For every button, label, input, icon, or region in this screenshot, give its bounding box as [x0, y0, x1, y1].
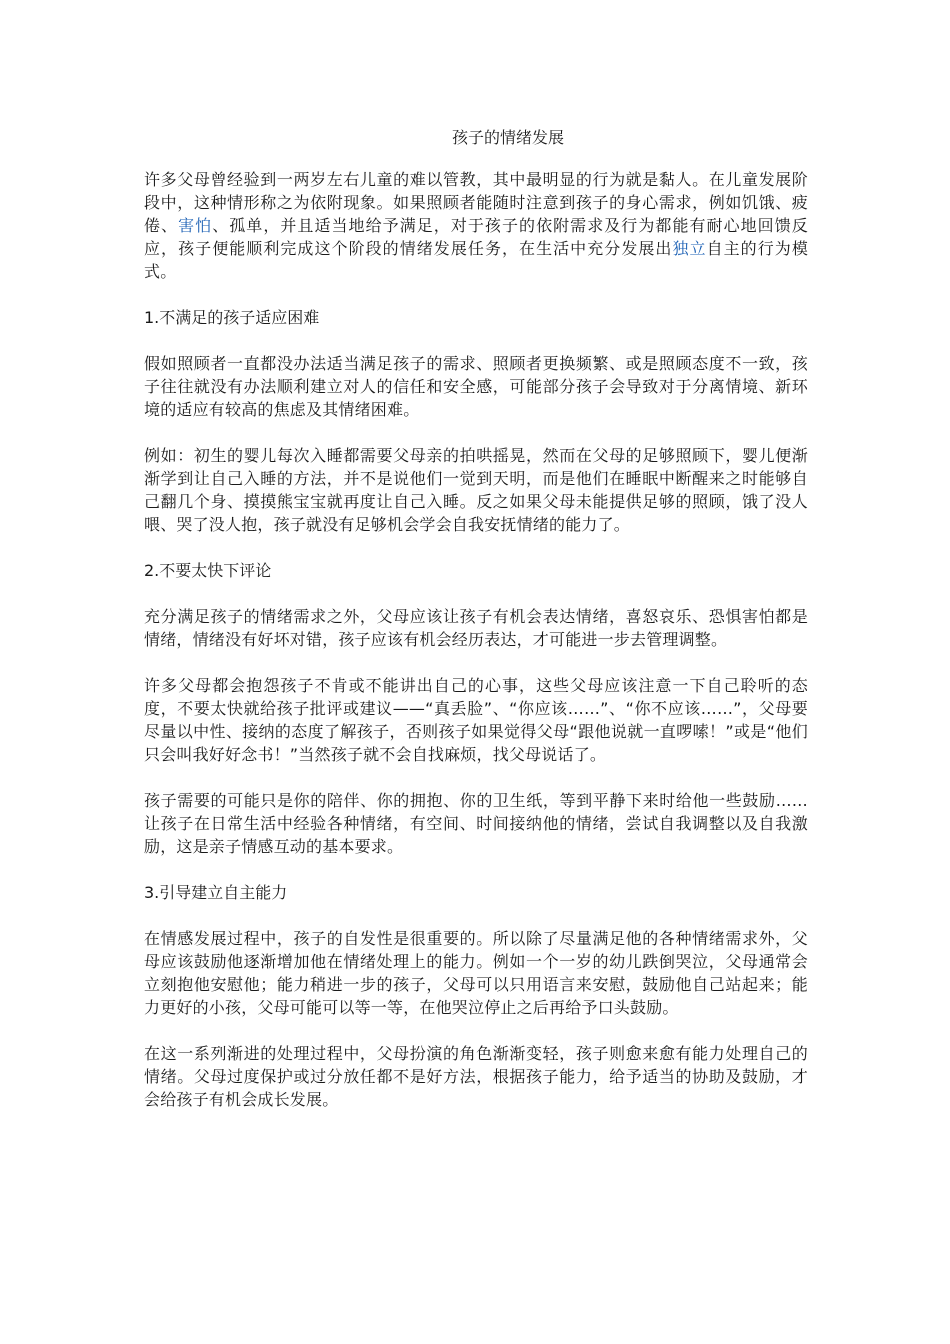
section-2-paragraph-2: 许多父母都会抱怨孩子不肯或不能讲出自己的心事，这些父母应该注意一下自己聆听的态度，不要太快就给孩子批评或建议——“真丢脸”、“你应该……”、“你不应该……”，父母要尽量以中性、接纳的态度了解孩子，否则孩子如果觉得父母“跟他说就一直啰嗦！”或是“他们只会叫我好好念书！”当然孩子就不会自找麻烦，找父母说话了。 — [144, 676, 808, 764]
intro-text-3: 自主的行为模式。 — [144, 239, 809, 281]
section-1-paragraph-2: 例如：初生的婴儿每次入睡都需要父母亲的拍哄摇晃，然而在父母的足够照顾下，婴儿便渐渐学到让自己入睡的方法，并不是说他们一觉到天明，而是他们在睡眠中断醒来之时能够自己翻几个身、摸摸熊宝宝就再度让自己入睡。反之如果父母未能提供足够的照顾，饿了没人喂、哭了没人抱，孩子就没有足够机会学会自我安抚情绪的能力了。 — [144, 446, 808, 534]
document-page — [144, 126, 808, 1134]
section-1-heading: 1.不满足的孩子适应困难 — [144, 308, 320, 327]
section-1-paragraph-1: 假如照顾者一直都没办法适当满足孩子的需求、照顾者更换频繁、或是照顾态度不一致，孩子往往就没有办法顺利建立对人的信任和安全感，可能部分孩子会导致对于分离情境、新环境的适应有较高的焦虑及其情绪困难。 — [144, 354, 808, 419]
link-independence[interactable]: 独立 — [672, 239, 707, 258]
link-fear[interactable]: 害怕 — [178, 216, 213, 235]
page-title: 孩子的情绪发展 — [451, 128, 564, 147]
section-3-paragraph-2: 在这一系列渐进的处理过程中，父母扮演的角色渐渐变轻，孩子则愈来愈有能力处理自己的情绪。父母过度保护或过分放任都不是好方法，根据孩子能力，给予适当的协助及鼓励，才会给孩子有机会成长发展。 — [144, 1044, 808, 1109]
section-2-heading: 2.不要太快下评论 — [144, 561, 272, 580]
intro-text-1: 许多父母曾经验到一两岁左右儿童的难以管教，其中最明显的行为就是黏人。在儿童发展阶段中，这种情形称之为依附现象。如果照顾者能随时注意到孩子的身心需求，例如饥饿、疲倦、 — [144, 170, 808, 235]
section-3-paragraph-1: 在情感发展过程中，孩子的自发性是很重要的。所以除了尽量满足他的各种情绪需求外，父母应该鼓励他逐渐增加他在情绪处理上的能力。例如一个一岁的幼儿跌倒哭泣，父母通常会立刻抱他安慰他；能力稍进一步的孩子，父母可以只用语言来安慰，鼓励他自己站起来；能力更好的小孩，父母可能可以等一等，在他哭泣停止之后再给予口头鼓励。 — [144, 929, 808, 1017]
intro-text-2: 、孤单，并且适当地给予满足，对于孩子的依附需求及行为都能有耐心地回馈反应，孩子便能顺利完成这个阶段的情绪发展任务，在生活中充分发展出 — [144, 216, 808, 258]
section-2-paragraph-3: 孩子需要的可能只是你的陪伴、你的拥抱、你的卫生纸，等到平静下来时给他一些鼓励……让孩子在日常生活中经验各种情绪，有空间、时间接纳他的情绪，尝试自我调整以及自我激励，这是亲子情感互动的基本要求。 — [144, 791, 808, 856]
intro-paragraph — [144, 168, 808, 283]
section-2-paragraph-1: 充分满足孩子的情绪需求之外，父母应该让孩子有机会表达情绪，喜怒哀乐、恐惧害怕都是情绪，情绪没有好坏对错，孩子应该有机会经历表达，才可能进一步去管理调整。 — [144, 607, 808, 649]
section-3-heading: 3.引导建立自主能力 — [144, 883, 288, 902]
